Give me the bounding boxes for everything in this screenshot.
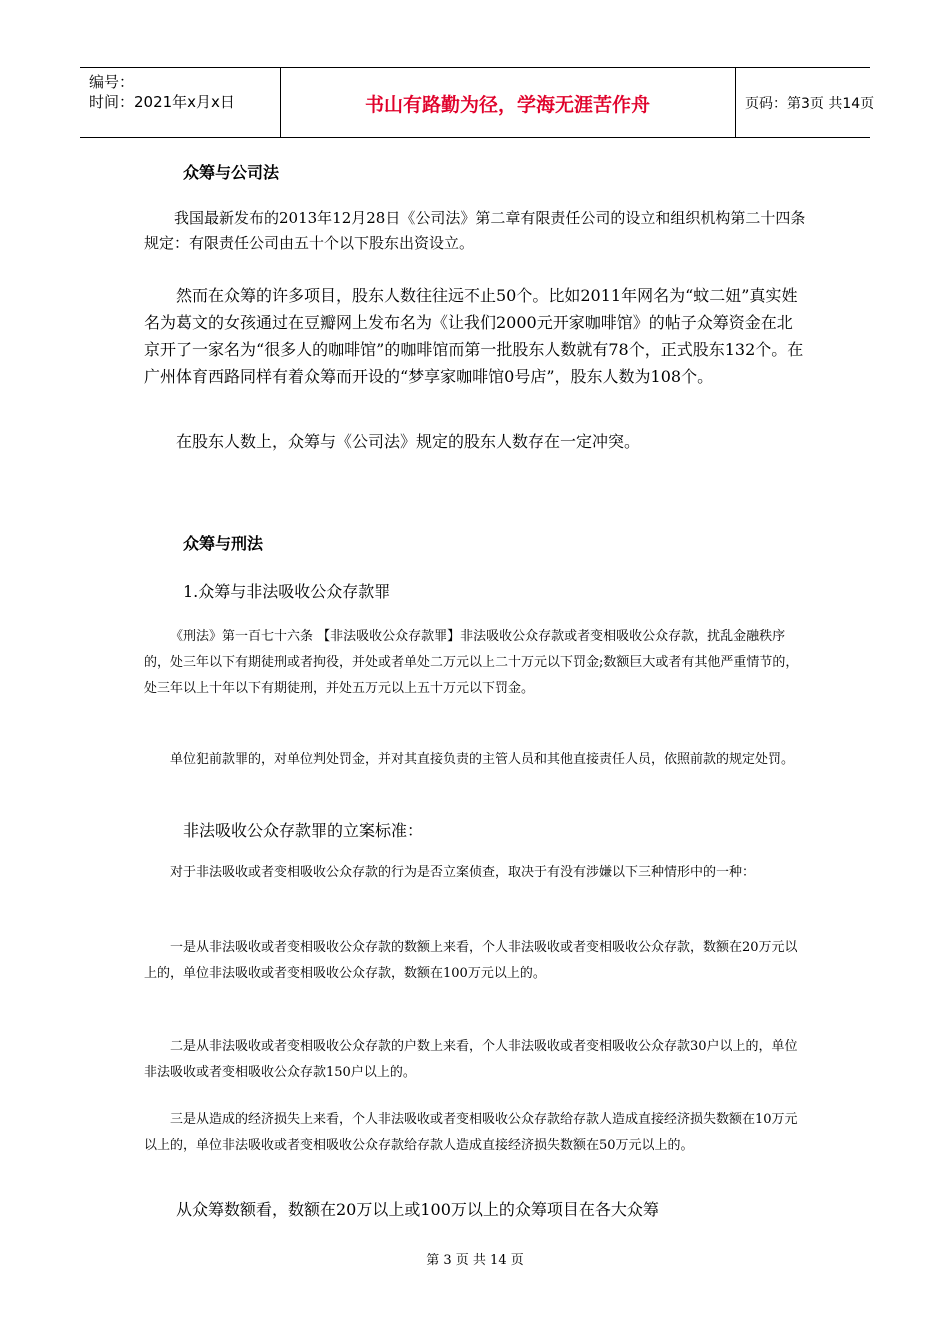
document-number-label: 编号： [89,73,135,91]
section-heading-company-law: 众筹与公司法 [183,163,280,182]
paragraph-shareholder-conflict: 在股东人数上，众筹与《公司法》规定的股东人数存在一定冲突。 [176,432,641,451]
section-heading-criminal-law: 众筹与刑法 [183,534,264,553]
header-motto: 书山有路勤为径，学海无涯苦作舟 [364,94,650,116]
paragraph-company-law-article: 我国最新发布的2013年12月28日《公司法》第二章有限责任公司的设立和组织机构第二十四条规定：有限责任公司由五十个以下股东出资设立。 [144,209,806,252]
paragraph-criterion-households: 二是从非法吸收或者变相吸收公众存款的户数上来看，个人非法吸收或者变相吸收公众存款30户以上的，单位非法吸收或者变相吸收公众存款150户以上的。 [144,1039,798,1080]
header-motto-cell [280,68,736,137]
paragraph-criminal-law-clause: 《刑法》第一百七十六条 【非法吸收公众存款罪】非法吸收公众存款或者变相吸收公众存款，扰乱金融秩序的，处三年以下有期徒刑或者拘役，并处或者单处二万元以上二十万元以下罚金;数额巨大或者有其他严重情节的，处三年以上十年以下有期徒刑，并处五万元以上五十万元以下罚金。 [144,629,799,696]
header-page-cell [735,68,875,137]
header-page-info: 页码：第3页 共14页 [745,96,875,112]
subsection-illegal-deposit: 1.众筹与非法吸收公众存款罪 [183,582,391,601]
paragraph-shareholder-examples: 然而在众筹的许多项目，股东人数往往远不止50个。比如2011年网名为“蚊二妞”真实姓名为葛文的女孩通过在豆瓣网上发布名为《让我们2000元开家咖啡馆》的帖子众筹资金在北京开了一家名为“很多人的咖啡馆”的咖啡馆而第一批股东人数就有78个，正式股东132个。在广州体育西路同样有着众筹而开设的“梦享家咖啡馆0号店”，股东人数为108个。 [144,286,804,386]
standard-title: 非法吸收公众存款罪的立案标准： [183,821,424,840]
paragraph-criterion-amount: 一是从非法吸收或者变相吸收公众存款的数额上来看，个人非法吸收或者变相吸收公众存款，数额在20万元以上的，单位非法吸收或者变相吸收公众存款，数额在100万元以上的。 [144,940,798,981]
page-footer: 第 3 页 共 14 页 [426,1253,524,1268]
paragraph-crowdfunding-amount: 从众筹数额看，数额在20万以上或100万以上的众筹项目在各大众筹 [176,1200,659,1219]
header-meta-cell [80,68,281,137]
paragraph-standard-intro: 对于非法吸收或者变相吸收公众存款的行为是否立案侦查，取决于有没有涉嫌以下三种情形中的一种： [170,865,756,880]
document-date-label: 时间：2021年x月x日 [89,93,235,111]
page-header [80,67,875,138]
paragraph-unit-offense: 单位犯前款罪的，对单位判处罚金，并对其直接负责的主管人员和其他直接责任人员，依照前款的规定处罚。 [170,752,795,767]
paragraph-criterion-loss: 三是从造成的经济损失上来看，个人非法吸收或者变相吸收公众存款给存款人造成直接经济损失数额在10万元以上的，单位非法吸收或者变相吸收公众存款给存款人造成直接经济损失数额在50万元以上的。 [144,1112,798,1153]
